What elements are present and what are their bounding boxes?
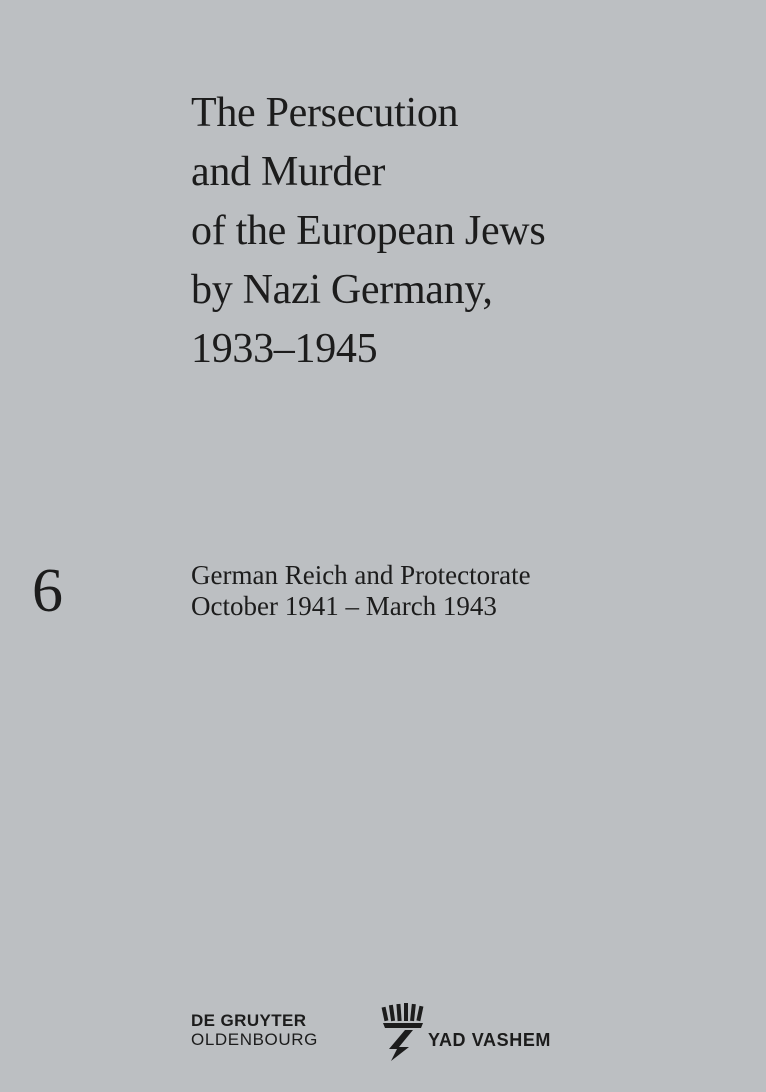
title-line: by Nazi Germany, (191, 267, 493, 313)
title-line: 1933–1945 (191, 326, 378, 372)
yad-vashem-flame-logo-icon (381, 1003, 425, 1061)
publisher-name: DE GRUYTER (191, 1011, 307, 1030)
volume-number: 6 (32, 557, 63, 625)
subtitle-line: October 1941 – March 1943 (191, 591, 497, 621)
title-line: The Persecution (191, 90, 459, 136)
title-line: and Murder (191, 149, 386, 195)
volume-subtitle (191, 560, 531, 622)
subtitle-line: German Reich and Protectorate (191, 560, 531, 590)
publisher-logo (191, 1011, 318, 1049)
title-line: of the European Jews (191, 208, 546, 254)
publisher-imprint: OLDENBOURG (191, 1030, 318, 1049)
book-title (191, 84, 711, 379)
yad-vashem-name: YAD VASHEM (428, 1030, 552, 1050)
